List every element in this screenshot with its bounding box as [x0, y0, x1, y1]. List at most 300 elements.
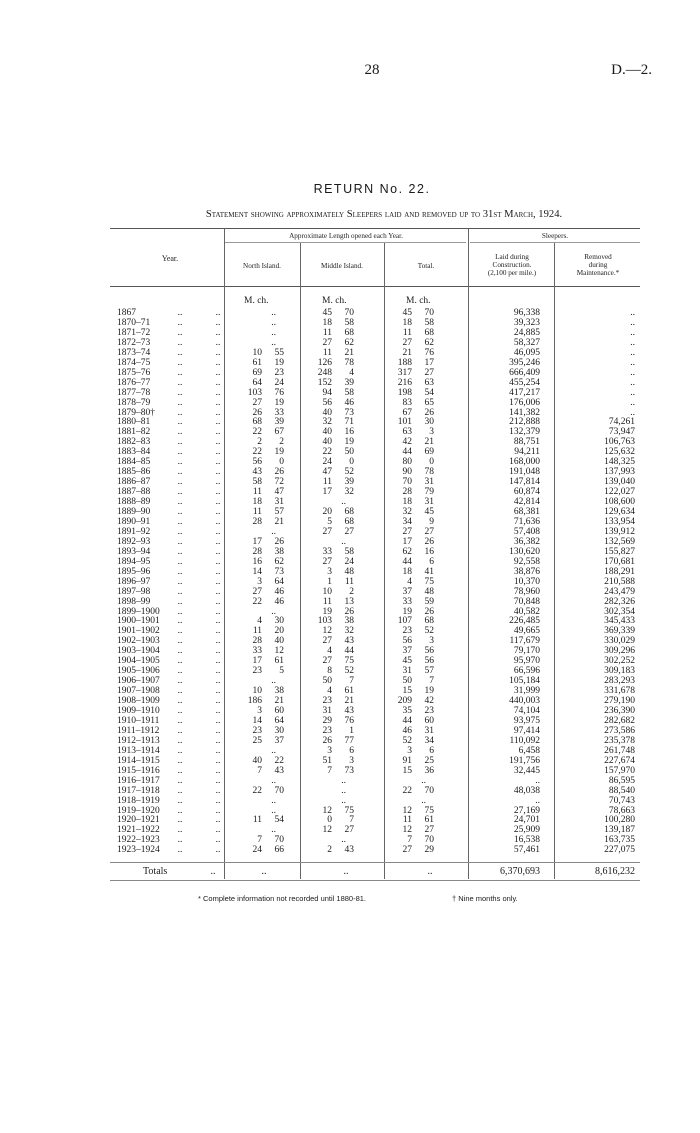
year-cell: 1910–1911	[117, 715, 160, 726]
chains-value: 39	[344, 477, 354, 488]
year-cell: 1870–71	[117, 317, 151, 328]
leader-dots: ..	[177, 735, 183, 746]
miles-value: 3	[327, 566, 332, 577]
year-cell: 1871–72	[117, 327, 151, 338]
chains-value: 47	[274, 487, 284, 498]
removed-value: 279,190	[604, 696, 635, 707]
middle-island-length	[306, 757, 374, 767]
miles-value: 188	[397, 357, 412, 368]
chains-value: 23	[424, 706, 434, 716]
chains-value: 21	[274, 516, 284, 527]
leader-dots: ..	[177, 457, 183, 468]
miles-value: 2	[257, 437, 262, 448]
leader-dots: ..	[215, 656, 221, 667]
leader-dots: ..	[215, 825, 221, 836]
chains-value: 26	[274, 536, 284, 547]
chains-value: 5	[279, 666, 284, 677]
chains-value: 19	[274, 357, 284, 368]
middle-island-length	[306, 777, 374, 787]
chains-value: 39	[274, 417, 284, 428]
laid-value: 440,003	[509, 696, 540, 707]
middle-island-length	[306, 498, 374, 508]
leader-dots: ..	[215, 556, 221, 567]
leader-dots: ..	[215, 507, 221, 517]
north-island-length	[236, 617, 296, 627]
year-cell: 1867	[117, 308, 136, 318]
miles-value: 67	[402, 407, 412, 418]
removed-value: 148,325	[604, 457, 635, 468]
removed-value: 345,433	[604, 616, 635, 627]
miles-value: 37	[402, 646, 412, 657]
leader-dots: ..	[177, 317, 183, 328]
leader-dots: ..	[215, 686, 221, 697]
leader-dots: ..	[215, 785, 221, 796]
chains-value: 76	[274, 387, 284, 398]
year-cell: 1904–1905	[117, 656, 160, 667]
laid-value: 60,874	[513, 487, 540, 498]
chains-value: 62	[344, 337, 354, 348]
miles-value: 25	[252, 735, 262, 746]
chains-value: 33	[274, 407, 284, 418]
north-island-length	[236, 707, 296, 717]
year-cell: 1892–93	[117, 536, 151, 547]
chains-value: 6	[429, 745, 434, 756]
year-cell: 1917–1918	[117, 785, 160, 796]
leader-dots: ..	[177, 407, 183, 418]
middle-island-length	[306, 389, 374, 399]
miles-value: 17	[322, 487, 332, 498]
laid-value: 130,620	[509, 546, 540, 557]
leader-dots: ..	[215, 308, 221, 318]
leader-dots: ..	[215, 735, 221, 746]
laid-value: 32,445	[513, 765, 540, 776]
miles-value: 14	[252, 566, 262, 577]
totals-filler: ..	[343, 866, 349, 877]
miles-value: 17	[402, 536, 412, 547]
statement-caption: Statement showing approximately Sleepers laid and removed up to 31st March, 1924.	[205, 209, 563, 220]
laid-value: 417,217	[509, 387, 540, 398]
miles-value: 80	[402, 457, 412, 468]
leader-dots: ..	[177, 715, 183, 726]
removed-value: 155,827	[604, 546, 635, 557]
totals-label: Totals	[143, 866, 168, 877]
year-cell: 1913–1914	[117, 745, 160, 756]
miles-value: 11	[252, 626, 262, 637]
laid-value: 10,370	[513, 576, 540, 587]
col-divider	[384, 243, 385, 879]
miles-value: 28	[402, 487, 412, 498]
middle-island-length	[306, 657, 374, 667]
north-island-length	[236, 548, 296, 558]
chains-value: 40	[274, 636, 284, 647]
middle-island-length	[306, 687, 374, 697]
middle-island-length	[306, 836, 374, 846]
chains-value: 24	[274, 377, 284, 388]
miles-value: 56	[402, 636, 412, 647]
year-cell: 1885–86	[117, 467, 151, 478]
chains-value: 7	[429, 676, 434, 687]
leader-dots: ..	[215, 457, 221, 468]
removed-value: 108,600	[604, 497, 635, 508]
leader-dots: ..	[215, 367, 221, 378]
total-length	[386, 787, 454, 797]
year-cell: 1878–79	[117, 397, 151, 408]
removed-value: 133,954	[604, 516, 635, 527]
chains-value: 70	[274, 785, 284, 796]
middle-island-length	[306, 339, 374, 349]
units-total	[406, 296, 431, 306]
chains-value: 43	[344, 636, 354, 647]
year-cell: 1921–1922	[117, 825, 160, 836]
leader-dots: ..	[177, 765, 183, 776]
total-length	[386, 807, 454, 817]
leader-dots: ..	[177, 755, 183, 766]
laid-value: 147,814	[509, 477, 540, 488]
leader-dots: ..	[177, 427, 183, 438]
north-island-length	[236, 637, 296, 647]
chains-value: 46	[344, 397, 354, 408]
unit-chains: ch.	[257, 296, 269, 306]
chains-value: 42	[424, 696, 434, 707]
chains-value: 31	[274, 497, 284, 508]
total-length	[386, 488, 454, 498]
chains-value: 4	[349, 367, 354, 378]
chains-value: 48	[424, 586, 434, 597]
miles-value: 18	[402, 566, 412, 577]
miles-value: 209	[397, 696, 412, 707]
north-island-length	[236, 816, 296, 826]
chains-value: 38	[344, 616, 354, 627]
empty-filler: ..	[271, 805, 276, 816]
year-cell: 1882–83	[117, 437, 151, 448]
chains-value: 27	[344, 526, 354, 537]
chains-value: 70	[424, 785, 434, 796]
total-length	[386, 777, 454, 787]
laid-value: 46,095	[513, 347, 540, 358]
col-header-year: Year.	[161, 254, 179, 263]
middle-island-length	[306, 578, 374, 588]
empty-filler: ..	[271, 795, 276, 806]
miles-value: 10	[252, 347, 262, 358]
miles-value: 50	[402, 676, 412, 687]
leader-dots: ..	[177, 676, 183, 687]
leader-dots: ..	[177, 805, 183, 816]
total-length	[386, 627, 454, 637]
miles-value: 18	[402, 497, 412, 508]
removed-value: ..	[630, 367, 635, 378]
chains-value: 3	[429, 427, 434, 438]
leader-dots: ..	[215, 775, 221, 786]
leader-dots: ..	[177, 507, 183, 517]
leader-dots: ..	[177, 546, 183, 557]
laid-value: 38,876	[513, 566, 540, 577]
miles-value: 56	[252, 457, 262, 468]
middle-island-length	[306, 409, 374, 419]
leader-dots: ..	[215, 805, 221, 816]
miles-value: 43	[252, 467, 262, 478]
leader-dots: ..	[215, 347, 221, 358]
north-island-length	[236, 687, 296, 697]
middle-island-length	[306, 528, 374, 538]
total-length	[386, 339, 454, 349]
leader-dots: ..	[215, 606, 221, 617]
empty-filler: ..	[341, 536, 346, 547]
removed-value: 309,183	[604, 666, 635, 677]
removed-value: 282,326	[604, 596, 635, 607]
leader-dots: ..	[215, 666, 221, 677]
middle-island-length	[306, 727, 374, 737]
miles-value: 68	[252, 417, 262, 428]
leader-dots: ..	[215, 397, 221, 408]
chains-value: 44	[344, 646, 354, 657]
miles-value: 83	[402, 397, 412, 408]
miles-value: 11	[322, 596, 332, 607]
empty-filler: ..	[341, 785, 346, 796]
miles-value: 19	[322, 606, 332, 617]
leader-dots: ..	[215, 696, 221, 707]
total-length	[386, 797, 454, 807]
north-island-length	[236, 448, 296, 458]
leader-dots: ..	[215, 706, 221, 716]
total-length	[386, 617, 454, 627]
removed-value: 235,378	[604, 735, 635, 746]
miles-value: 22	[322, 447, 332, 458]
north-island-length	[236, 627, 296, 637]
chains-value: 21	[344, 696, 354, 707]
miles-value: 31	[402, 666, 412, 677]
middle-island-length	[306, 428, 374, 438]
miles-value: 22	[402, 785, 412, 796]
year-cell: 1915–1916	[117, 765, 160, 776]
north-island-length	[236, 458, 296, 468]
year-cell: 1883–84	[117, 447, 151, 458]
chains-value: 30	[424, 417, 434, 428]
leader-dots: ..	[215, 387, 221, 398]
total-length	[386, 528, 454, 538]
middle-island-length	[306, 707, 374, 717]
total-length	[386, 468, 454, 478]
miles-value: 186	[247, 696, 262, 707]
chains-value: 73	[344, 765, 354, 776]
miles-value: 31	[322, 706, 332, 716]
middle-island-length	[306, 319, 374, 329]
removed-value: ..	[630, 377, 635, 388]
laid-value: ..	[535, 775, 540, 786]
leader-dots: ..	[215, 586, 221, 597]
totals-filler: ..	[210, 866, 216, 877]
total-length	[386, 448, 454, 458]
leader-dots: ..	[215, 327, 221, 338]
chains-value: 45	[424, 507, 434, 517]
col-header-removed	[556, 253, 640, 277]
total-length	[386, 418, 454, 428]
leader-dots: ..	[177, 815, 183, 826]
miles-value: 63	[402, 427, 412, 438]
chains-value: 2	[349, 586, 354, 597]
leader-dots: ..	[215, 407, 221, 418]
removed-value: 282,682	[604, 715, 635, 726]
miles-value: 37	[402, 586, 412, 597]
leader-dots: ..	[177, 706, 183, 716]
removed-value: 261,748	[604, 745, 635, 756]
north-island-length	[236, 717, 296, 727]
miles-value: 40	[322, 407, 332, 418]
miles-value: 152	[317, 377, 332, 388]
removed-value: ..	[630, 317, 635, 328]
year-cell: 1888–89	[117, 497, 151, 508]
chains-value: 6	[349, 745, 354, 756]
miles-value: 216	[397, 377, 412, 388]
chains-value: 38	[274, 686, 284, 697]
miles-value: 107	[397, 616, 412, 627]
chains-value: 56	[424, 656, 434, 667]
laid-value: 191,756	[509, 755, 540, 766]
removed-value: 227,674	[604, 755, 635, 766]
north-island-length	[236, 777, 296, 787]
north-island-length	[236, 359, 296, 369]
total-length	[386, 498, 454, 508]
totals-laid: 6,370,693	[500, 866, 540, 877]
leader-dots: ..	[215, 526, 221, 537]
north-island-length	[236, 568, 296, 578]
middle-island-length	[306, 617, 374, 627]
miles-value: 17	[252, 656, 262, 667]
miles-value: 27	[322, 337, 332, 348]
middle-island-length	[306, 717, 374, 727]
miles-value: 40	[322, 427, 332, 438]
removed-value: ..	[630, 397, 635, 408]
miles-value: 32	[402, 507, 412, 517]
miles-value: 10	[322, 586, 332, 597]
leader-dots: ..	[215, 845, 221, 856]
middle-island-length	[306, 568, 374, 578]
laid-value: 79,170	[513, 646, 540, 657]
removed-value: 122,027	[604, 487, 635, 498]
chains-value: 79	[424, 487, 434, 498]
leader-dots: ..	[215, 317, 221, 328]
chains-value: 31	[424, 497, 434, 508]
removed-value: ..	[630, 407, 635, 418]
leader-dots: ..	[215, 536, 221, 547]
chains-value: 41	[424, 566, 434, 577]
chains-value: 68	[344, 516, 354, 527]
total-length	[386, 747, 454, 757]
miles-value: 16	[252, 556, 262, 567]
chains-value: 68	[424, 616, 434, 627]
north-island-length	[236, 846, 296, 856]
miles-value: 7	[407, 835, 412, 846]
miles-value: 15	[402, 686, 412, 697]
removed-value: 106,763	[604, 437, 635, 448]
removed-value: 73,947	[608, 427, 635, 438]
north-island-length	[236, 468, 296, 478]
chains-value: 75	[424, 805, 434, 816]
total-length	[386, 329, 454, 339]
miles-value: 15	[402, 765, 412, 776]
leader-dots: ..	[177, 596, 183, 607]
middle-island-length	[306, 458, 374, 468]
leader-dots: ..	[177, 725, 183, 736]
total-length	[386, 816, 454, 826]
chains-value: 48	[344, 566, 354, 577]
miles-value: 29	[322, 715, 332, 726]
miles-value: 56	[322, 397, 332, 408]
empty-filler: ..	[271, 327, 276, 338]
laid-value: 70,848	[513, 596, 540, 607]
removed-value: ..	[630, 387, 635, 398]
year-cell: 1874–75	[117, 357, 151, 368]
chains-value: 21	[274, 696, 284, 707]
miles-value: 4	[327, 646, 332, 657]
year-cell: 1900–1901	[117, 616, 160, 627]
col-header-north-island: North Island.	[243, 262, 281, 270]
leader-dots: ..	[215, 447, 221, 458]
middle-island-length	[306, 448, 374, 458]
removed-value: 129,634	[604, 507, 635, 517]
miles-value: 61	[252, 357, 262, 368]
miles-value: 18	[402, 317, 412, 328]
north-island-length	[236, 787, 296, 797]
middle-island-length	[306, 418, 374, 428]
units-middle	[322, 296, 347, 306]
laid-value: 95,970	[513, 656, 540, 667]
chains-value: 7	[349, 815, 354, 826]
chains-value: 43	[344, 845, 354, 856]
removed-value: 125,632	[604, 447, 635, 458]
chains-value: 52	[344, 467, 354, 478]
leader-dots: ..	[215, 616, 221, 627]
middle-island-length	[306, 737, 374, 747]
leader-dots: ..	[177, 576, 183, 587]
chains-value: 27	[424, 367, 434, 378]
miles-value: 23	[322, 725, 332, 736]
unit-miles: M.	[406, 296, 417, 306]
laid-value: 25,909	[513, 825, 540, 836]
total-length	[386, 657, 454, 667]
miles-value: 21	[402, 347, 412, 358]
total-length	[386, 677, 454, 687]
total-length	[386, 359, 454, 369]
year-cell: 1891–92	[117, 526, 151, 537]
leader-dots: ..	[177, 825, 183, 836]
miles-value: 44	[402, 556, 412, 567]
chains-value: 3	[429, 636, 434, 647]
year-cell: 1897–98	[117, 586, 151, 597]
laid-value: 455,254	[509, 377, 540, 388]
col-header-middle-island: Middle Island.	[321, 262, 363, 270]
miles-value: 4	[327, 686, 332, 697]
year-cell: 1876–77	[117, 377, 151, 388]
laid-value: ..	[535, 795, 540, 806]
year-cell: 1875–76	[117, 367, 151, 378]
col-divider	[554, 243, 555, 879]
north-island-length	[236, 409, 296, 419]
middle-island-length	[306, 349, 374, 359]
col-divider	[468, 229, 469, 879]
leader-dots: ..	[215, 417, 221, 428]
chains-value: 65	[424, 397, 434, 408]
leader-dots: ..	[177, 626, 183, 637]
miles-value: 28	[252, 516, 262, 527]
year-cell: 1922–1923	[117, 835, 160, 846]
middle-island-length	[306, 359, 374, 369]
chains-value: 22	[274, 755, 284, 766]
miles-value: 2	[327, 845, 332, 856]
laid-value: 395,246	[509, 357, 540, 368]
miles-value: 27	[322, 636, 332, 647]
empty-filler: ..	[271, 825, 276, 836]
miles-value: 33	[252, 646, 262, 657]
